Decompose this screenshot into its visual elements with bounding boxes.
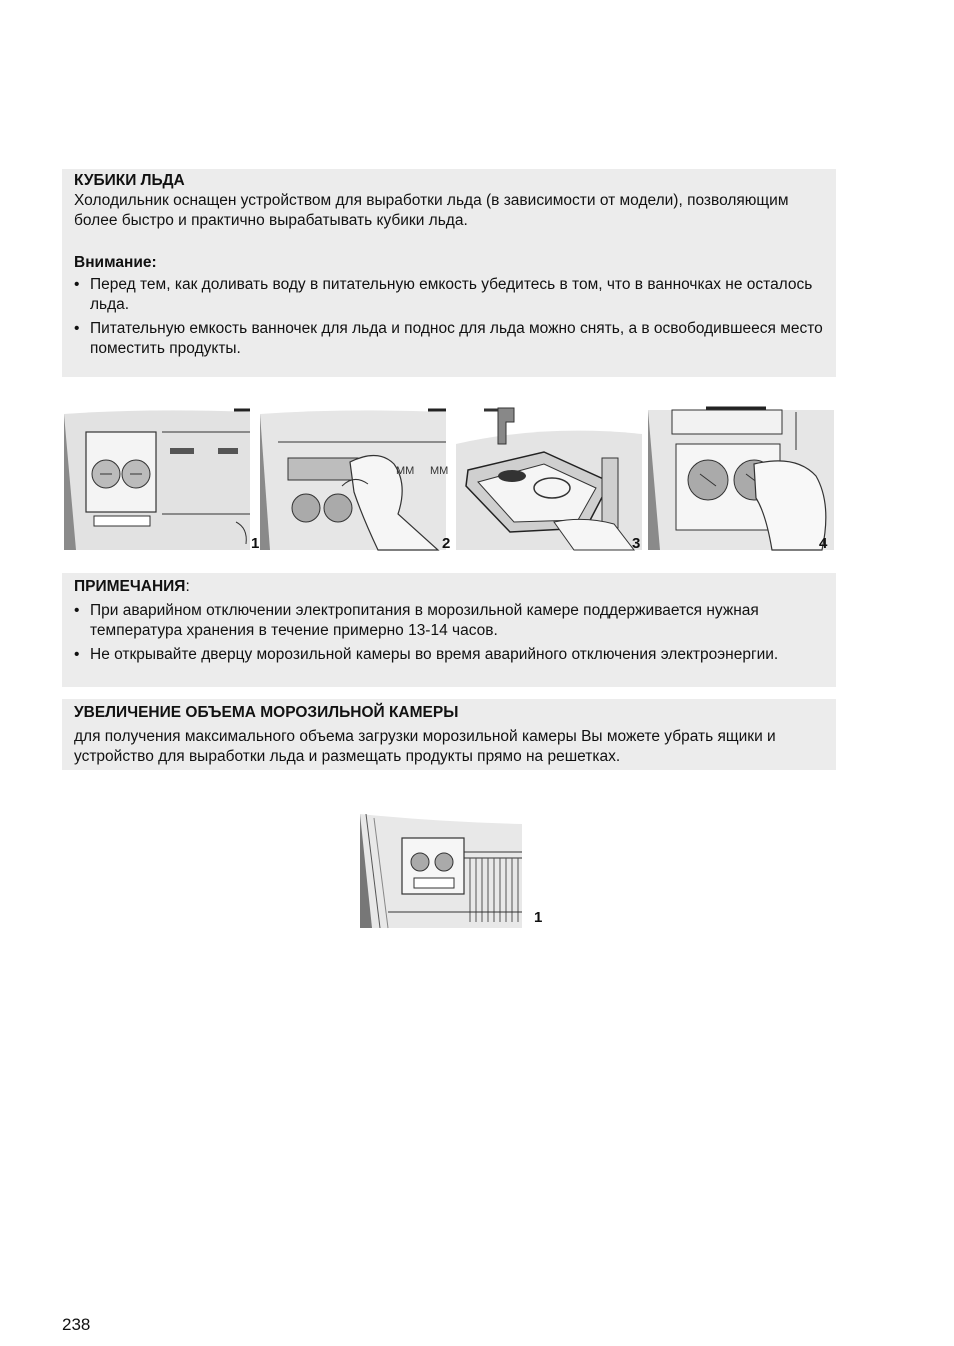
freezer-volume-section [62, 699, 836, 770]
attention-label: Внимание: [74, 254, 157, 271]
notes-list [74, 601, 824, 665]
notes-title-colon: : [185, 578, 190, 595]
figure-label-2: 2 [442, 535, 451, 552]
notes-title [74, 577, 824, 597]
illustration-step-3 [454, 404, 644, 554]
ice-cubes-section [62, 169, 836, 377]
ice-cubes-title: КУБИКИ ЛЬДА [74, 172, 185, 189]
notes-section [62, 573, 836, 687]
page-number: 238 [62, 1315, 91, 1334]
illustration-step-4 [646, 404, 836, 554]
svg-text:MM: MM [396, 465, 415, 477]
freezer-volume-text: для получения максимального объема загрузки морозильной камеры Вы можете убрать ящики и устройство для выработки льда и размещать продукты прямо на решетках. [74, 728, 776, 765]
illustration-step-2 [258, 404, 451, 554]
illustration-step-1 [62, 404, 252, 554]
freezer-volume-title: УВЕЛИЧЕНИЕ ОБЪЕМА МОРОЗИЛЬНОЙ КАМЕРЫ [74, 704, 459, 721]
ice-cubes-intro: Холодильник оснащен устройством для выработки льда (в зависимости от модели), позволяющим более быстро и практично вырабатывать кубики льда. [74, 192, 789, 229]
ice-maker-illustrations [62, 404, 836, 554]
list-item: • Перед тем, как доливать воду в питательную емкость убедитесь в том, что в ванночках не осталось льда. [74, 275, 824, 315]
figure-label-4: 4 [819, 535, 828, 552]
figure-label-3: 3 [632, 535, 641, 552]
freezer-shelves-drawing [358, 812, 528, 932]
bottom-figure-label: 1 [534, 909, 543, 926]
freezer-shelves-illustration [358, 812, 548, 932]
figure-label-1: 1 [251, 535, 260, 552]
list-item: • Питательную емкость ванночек для льда и поднос для льда можно снять, а в освободившееся место поместить продукты. [74, 319, 824, 359]
svg-text:MM: MM [430, 465, 448, 477]
list-item: • Не открывайте дверцу морозильной камеры во время аварийного отключения электроэнергии. [74, 645, 824, 665]
list-item: • При аварийном отключении электропитания в морозильной камере поддерживается нужная температура хранения в течение примерно 13-14 часов. [74, 601, 824, 641]
attention-list [74, 275, 824, 359]
notes-title-text: ПРИМЕЧАНИЯ [74, 578, 186, 595]
